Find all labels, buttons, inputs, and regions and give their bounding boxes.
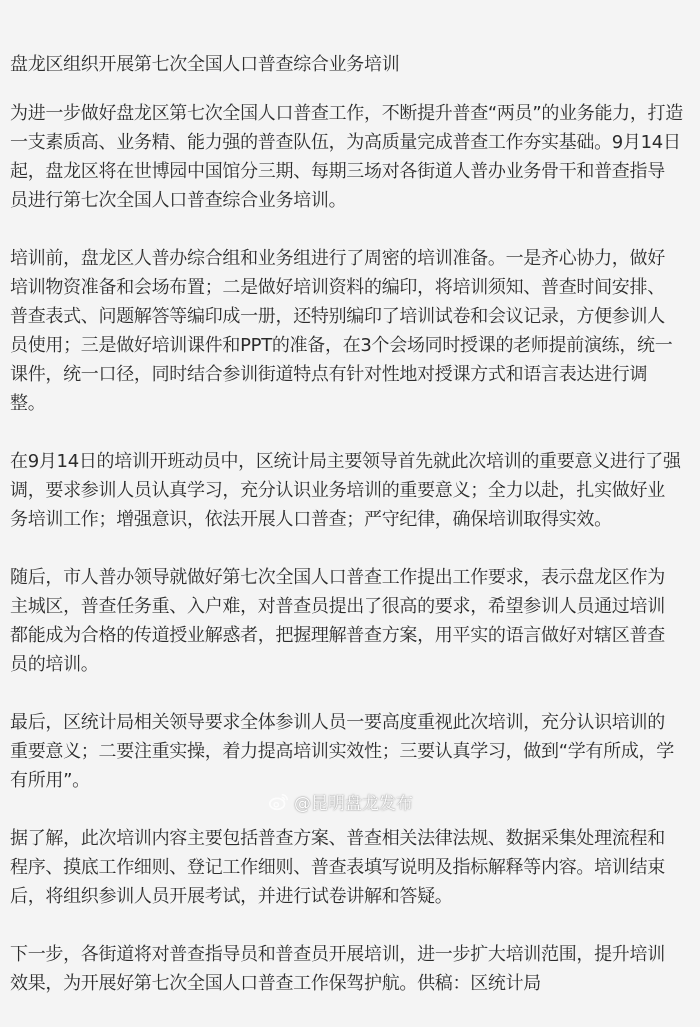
- paragraph-line: 重要意义；二要注重实操，着力提高培训实效性；三要认真学习，做到“学有所成，学: [10, 741, 674, 762]
- paragraph-line: 在9月14日的培训开班动员中，区统计局主要领导首先就此次培训的重要意义进行了强: [10, 451, 681, 472]
- paragraph-line: 调，要求参训人员认真学习，充分认识业务培训的重要意义；全力以赴，扎实做好业: [10, 480, 665, 501]
- paragraph-line: 起，盘龙区将在世博园中国馆分三期、每期三场对各街道人普办业务骨干和普查指导: [10, 161, 665, 182]
- paragraph-line: 课件，统一口径，同时结合参训街道特点有针对性地对授课方式和语言表达进行调: [10, 364, 648, 385]
- watermark: [268, 789, 413, 814]
- paragraph-line: 程序、摸底工作细则、登记工作细则、普查表填写说明及指标解释等内容。培训结束: [10, 857, 665, 878]
- paragraph: [10, 824, 695, 911]
- paragraph: [10, 563, 695, 679]
- paragraph-line: 效果，为开展好第七次全国人口普查工作保驾护航。供稿：区统计局: [10, 973, 541, 994]
- paragraph-line: 员进行第七次全国人口普查综合业务培训。: [10, 190, 347, 211]
- paragraph: [10, 99, 695, 215]
- paragraph: [10, 244, 695, 418]
- paragraph: [10, 708, 695, 795]
- article-body: [10, 99, 695, 998]
- paragraph-line: 下一步，各街道将对普查指导员和普查员开展培训，进一步扩大培训范围，提升培训: [10, 944, 665, 965]
- paragraph-line: 主城区，普查任务重、入户难，对普查员提出了很高的要求，希望参训人员通过培训: [10, 596, 665, 617]
- watermark-text: @昆明盘龙发布: [294, 794, 413, 814]
- paragraph-line: 都能成为合格的传道授业解惑者，把握理解普查方案，用平实的语言做好对辖区普查: [10, 625, 665, 646]
- weibo-icon: [268, 791, 290, 813]
- paragraph-line: 随后，市人普办领导就做好第七次全国人口普查工作提出工作要求，表示盘龙区作为: [10, 567, 665, 588]
- paragraph-line: 务培训工作；增强意识，依法开展人口普查；严守纪律，确保培训取得实效。: [10, 509, 612, 530]
- paragraph-line: 普查表式、问题解答等编印成一册，还特别编印了培训试卷和会议记录，方便参训人: [10, 306, 665, 327]
- paragraph-line: 据了解，此次培训内容主要包括普查方案、普查相关法律法规、数据采集处理流程和: [10, 828, 665, 849]
- paragraph-line: 员使用；三是做好培训课件和PPT的准备，在3个会场同时授课的老师提前演练，统一: [10, 335, 673, 356]
- paragraph: [10, 447, 695, 534]
- paragraph: [10, 940, 695, 998]
- paragraph-line: 为进一步做好盘龙区第七次全国人口普查工作，不断提升普查“两员”的业务能力，打造: [10, 103, 683, 124]
- paragraph-line: 最后，区统计局相关领导要求全体参训人员一要高度重视此次培训，充分认识培训的: [10, 712, 665, 733]
- paragraph-line: 培训前，盘龙区人普办综合组和业务组进行了周密的培训准备。一是齐心协力，做好: [10, 248, 665, 269]
- article-title: 盘龙区组织开展第七次全国人口普查综合业务培训: [10, 54, 400, 75]
- paragraph-line: 培训物资准备和会场布置；二是做好培训资料的编印，将培训须知、普查时间安排、: [10, 277, 665, 298]
- paragraph-line: 有所用”。: [10, 770, 90, 791]
- paragraph-line: 整。: [10, 393, 46, 414]
- article: [10, 50, 695, 1027]
- paragraph-line: 一支素质高、业务精、能力强的普查队伍，为高质量完成普查工作夯实基础。9月14日: [10, 132, 681, 153]
- paragraph-line: 员的培训。: [10, 654, 99, 675]
- paragraph-line: 后，将组织参训人员开展考试，并进行试卷讲解和答疑。: [10, 886, 453, 907]
